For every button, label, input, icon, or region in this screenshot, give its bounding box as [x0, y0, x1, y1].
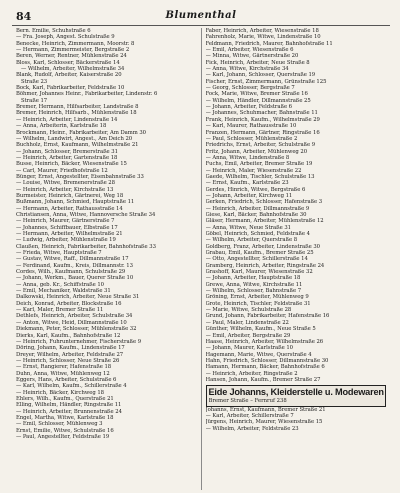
directory-entry: Friedrichs, Ernst, Arbeiter, Schulstraße 9: [205, 142, 316, 149]
right-column-after-ad: [206, 407, 387, 432]
directory-entry: — Johannes, Schuhmacher, Bahnstraße 11: [205, 110, 318, 117]
advertisement-box: [206, 385, 387, 406]
directory-entry: — Heinrich, Arbeiter, Lindenstraße 14: [16, 116, 118, 123]
directory-entry: Frank, Heinrich, Kaufm., Wilhelmstraße 29: [205, 116, 320, 123]
advertisement-subtitle: Bremer Straße – Fernruf 238: [208, 398, 287, 405]
directory-entry: Grabau, Emil, Kaufm., Bremer Straße 25: [205, 250, 314, 257]
directory-columns: [12, 28, 390, 490]
directory-entry: — Heinrich, Schlosser, Neue Straße 26: [16, 357, 120, 364]
directory-entry: — Johann, Arbeiter, Hauptstraße 18: [205, 275, 301, 282]
running-head: Blumenthal: [165, 10, 237, 21]
directory-entry: — Anna, Witwe, Kirchstraße 34: [205, 66, 289, 73]
directory-entry: — Wilhelm, Landwirt, Angest., Am Deich 20: [16, 135, 133, 142]
directory-entry: Cordes, Wilh., Kaufmann, Schulstraße 29: [16, 269, 126, 276]
directory-entry: — Heinrich, Arbeiter, Brunnenstraße 24: [16, 408, 122, 415]
directory-entry: — Marie, Witwe, Schulstraße 28: [205, 307, 292, 314]
directory-entry: — Anna, Arbeiterin, Karlstraße 18: [16, 123, 107, 130]
directory-entry: Beren, Werner, Rentner, Mühlenstraße 24: [16, 53, 127, 60]
directory-entry: — Paul, Angestellter, Feldstraße 19: [16, 434, 110, 440]
directory-entry: — Fra. Joseph, Angest. Schulstraße 9: [16, 34, 115, 41]
directory-entry: — Paul, Schlosser, Mühlenstraße 2: [205, 135, 298, 142]
directory-entry: Bock, Karl, Fabrikarbeiter, Feldstraße 10: [16, 85, 125, 92]
directory-entry: Deich, Konrad, Arbeiter, Blockstraße 16: [16, 300, 122, 307]
directory-entry: Elling, Wilhelm, Händler, Ringstraße 11: [16, 402, 122, 409]
directory-entry: — Ernst, Kaufm., Karlstraße 23: [205, 180, 289, 187]
directory-entry: — Hermann, Arbeiter, Wilhelmstraße 21: [16, 231, 123, 237]
directory-entry: — Ludwig, Arbeiter, Mühlenstraße 19: [16, 237, 116, 244]
directory-entry: — Emil, Schlosser, Mühlenweg 3: [16, 421, 103, 428]
directory-entry: — Johann, Werkm., Bauer, Querer Straße 10: [16, 275, 134, 282]
directory-entry: Franzen, Hermann, Gärtner, Ringstraße 16: [205, 129, 320, 136]
directory-entry: Buchholz, Ernst, Kaufmann, Wilhelmstraße 21: [16, 142, 139, 149]
directory-entry: — Anna, geb. Kr., Schiffstraße 10: [16, 281, 105, 288]
directory-entry: Blank, Rudolf, Arbeiter, Kaiserstraße 20: [16, 72, 122, 79]
directory-entry: — Ernst, Rangierer, Hafenstraße 18: [16, 364, 112, 371]
directory-entry: — Heinrich, Arbeiter, Kirchstraße 13: [16, 186, 114, 193]
directory-entry: Grund, Johann, Fabrikarbeiter, Hafenstraße 16: [205, 313, 330, 320]
directory-entry: — Heinrich, Maurer, Gärtnerstraße 7: [16, 218, 115, 225]
directory-entry: Ernst, Emilie, Witwe, Schulstraße 16: [16, 427, 114, 434]
directory-entry: — Minna, Witwe, Gärtnerstraße 20: [205, 53, 299, 60]
directory-entry: — Emil, Arbeiter, Wiesenstraße 6: [205, 47, 294, 54]
directory-entry: Bußmann, Johann, Schmied, Hauptstraße 11: [16, 199, 135, 206]
directory-entry: — Heinrich, Maler, Wiesenstraße 22: [205, 167, 302, 174]
directory-entry: — Emil, Mechaniker, Waldstraße 31: [16, 288, 111, 295]
directory-entry: Fock, Marie, Witwe, Bremer Straße 16: [205, 91, 308, 98]
directory-entry: — Heinrich, Arbeiter, Dillmannstraße 9: [205, 205, 310, 212]
directory-entry: — Heinrich, Fuhrunternehmer, Fischerstraße 9: [16, 338, 142, 345]
directory-entry: Gaede, Wilhelm, Tischler, Schulstraße 13: [205, 173, 315, 180]
directory-entry: Hagemann, Marie, Witwe, Querstraße 4: [205, 351, 312, 358]
directory-entry: — Carl, Maurer, Friedhofstraße 12: [16, 167, 108, 174]
directory-entry: — Heinrich, Arbeiter, Gartenstraße 18: [16, 154, 118, 161]
page-number: 84: [16, 10, 32, 23]
directory-entry: Fritz, Johann, Arbeiter, Mühlenweg 20: [205, 148, 308, 155]
directory-entry: — Paul, Maler, Lindenstraße 22: [205, 319, 289, 326]
directory-entry: Claußen, Heinrich, Fabrikarbeiter, Bahnhofstraße 33: [16, 243, 156, 250]
directory-entry: Hahn, Friedrich, Schlosser, Dillmannstraße 30: [205, 357, 329, 364]
directory-entry: Grashoff, Karl, Maurer, Wiesenstraße 32: [205, 269, 313, 276]
directory-entry: Goldberg, Franz, Arbeiter, Lindenstraße 30: [205, 243, 321, 250]
directory-entry: — Wilhelm, Arbeiter, Feldstraße 23: [205, 425, 299, 432]
directory-entry: Giese, Karl, Bäcker, Bahnhofstraße 30: [205, 211, 307, 218]
directory-entry: Straße 17: [21, 97, 48, 104]
directory-entry: Fahrenholz, Marie, Witwe, Lindenstraße 10: [205, 34, 321, 41]
directory-entry: Faber, Heinrich, Arbeiter, Wiesenstraße 18: [205, 28, 319, 34]
directory-entry: Fuchs, Emil, Arbeiter, Bremer Straße 19: [205, 161, 313, 168]
directory-entry: Hansen, Johann, Kaufm., Bremer Straße 27: [205, 376, 321, 383]
directory-entry: Böhmer, Johannes Heinr., Fabrikarbeiter, Lindenstr. 6: [16, 91, 158, 98]
directory-entry: Bloss, Karl, Schlosser, Bäckerstraße 14: [16, 59, 120, 66]
directory-entry: Dierks, Karl, Kaufm., Bahnhofstraße 12: [16, 332, 121, 339]
directory-entry: Dreyer, Wilhelm, Arbeiter, Feldstraße 27: [16, 351, 124, 358]
directory-entry: — Anna, Witwe, Neue Straße 31: [205, 224, 291, 231]
directory-entry: — Ferdinand, Kaufm., Kreis, Dillmannstr. 13: [16, 262, 133, 269]
right-column-entries: [206, 28, 387, 383]
advertisement-title: Eide Johanns, Kleiderstelle u. Modewaren: [208, 387, 384, 398]
directory-entry: — Louise, Witwe, Bremenerstraße 28: [16, 180, 115, 187]
directory-entry: — Johann, Arbeiter, Kirchweg 11: [205, 192, 293, 199]
directory-entry: — Gustav, Witwe, Raff., Dillmannstraße 17: [16, 256, 129, 263]
directory-entry: Gerdes, Hinrich, Witwe, Bergstraße 6: [205, 186, 306, 193]
directory-entry: Gramberg, Heinrich, Arbeiter, Ringstraße 24: [205, 262, 325, 269]
directory-entry: Fick, Heinrich, Arbeiter, Neue Straße 8: [205, 59, 310, 66]
directory-entry: — Wilhelm, Schlosser, Bahnstraße 7: [205, 288, 302, 295]
right-column: [201, 28, 391, 490]
directory-entry: Göbel, Heinrich, Schmied, Feldstraße 4: [205, 231, 310, 237]
page-header: [12, 6, 390, 28]
directory-entry: — Wilhelm, Händler, Dillmannstraße 25: [205, 97, 311, 104]
directory-entry: Bremer, Heinrich, Hilfsarb., Mühlenstraße 18: [16, 110, 137, 117]
directory-entry: Bünger, Ernst, Angestellter, Eisenbahnstraße 33: [16, 173, 144, 180]
directory-entry: Haase, Heinrich, Arbeiter, Wilhelmstraße 26: [205, 338, 324, 345]
directory-entry: Grote, Heinrich, Tischler, Feldstraße 31: [205, 300, 311, 307]
directory-entry: Jürgens, Heinrich, Maurer, Wiesenstraße 15: [205, 419, 323, 426]
directory-entry: — Karl, Maurer, Rathausstraße 10: [205, 123, 297, 130]
directory-entry: Dalkowski, Heinrich, Arbeiter, Neue Straße 31: [16, 294, 140, 301]
directory-entry: — Karl, Arbeiter, Schillerstraße 7: [205, 412, 294, 419]
directory-entry: — Heinrich, Bäcker, Kirchweg 18: [16, 389, 104, 396]
directory-entry: Günther, Wilhelm, Kaufm., Neue Straße 5: [205, 326, 316, 333]
directory-entry: — Anton, Witwe, Heid, Dillmannstraße 10: [16, 319, 127, 326]
directory-entry: Straße 23: [21, 78, 48, 85]
directory-entry: — Emil, Arbeiter, Bergstraße 29: [205, 332, 291, 339]
directory-entry: Döring, Johann, Kaufm., Lindenstraße 17: [16, 345, 125, 352]
directory-entry: Grewe, Anna, Witwe, Kirchstraße 11: [205, 281, 303, 288]
directory-entry: Eggers, Hans, Arbeiter, Schulstraße 6: [16, 376, 117, 383]
directory-entry: Feldmann, Friedrich, Maurer, Bahnhofstraße 11: [205, 40, 333, 47]
directory-entry: — Hermann, Zimmermeister, Bergstraße 2: [16, 47, 130, 54]
left-column: [12, 28, 201, 490]
directory-entry: — Otto, Angestellter, Schillerstraße 14: [205, 256, 308, 263]
directory-entry: Brockmann, Heinr., Fabrikarbeiter, Am Damm 30: [16, 129, 146, 136]
directory-entry: Busse, Heinrich, Bäcker, Wiesenstraße 15: [16, 161, 127, 168]
directory-entry: — Georg, Schlosser, Bergstraße 7: [205, 85, 295, 92]
header-rule: [12, 25, 390, 26]
directory-entry: — Karl, Wilhelm, Kaufm., Schillerstraße 4: [16, 383, 127, 390]
directory-entry: — Johann, Schlosser, Bremerstraße 31: [16, 148, 118, 155]
directory-entry: Engel, Martha, Witwe, Karlstraße 18: [16, 414, 114, 421]
directory-entry: Diekmann, Peter, Schlosser, Mühlenstraße 32: [16, 326, 137, 333]
directory-entry: — Anna, Witwe, Lindenstraße 8: [205, 154, 290, 161]
directory-entry: Ehlers, Wilh., Kaufm., Querstraße 21: [16, 395, 114, 402]
directory-entry: — Wilhelm, Arbeiter, Querstraße 8: [205, 237, 298, 244]
directory-entry: — Frieda, Witwe, Hauptstraße 7: [16, 250, 102, 257]
directory-entry: — Heinrich, Arbeiter, Ringstraße 2: [205, 370, 298, 377]
directory-entry: Benecke, Heinrich, Zimmermann, Moorstr. 8: [16, 40, 135, 47]
directory-entry: Hamann, Hermann, Bäcker, Bahnhofstraße 6: [205, 364, 325, 371]
directory-entry: Gerken, Friedrich, Schlosser, Hafenstraße 3: [205, 199, 323, 206]
directory-entry: — Johannes, Schiffbauer, Elbstraße 17: [16, 224, 118, 231]
directory-entry: Gläser, Hermann, Arbeiter, Mühlenstraße 12: [205, 218, 324, 225]
directory-entry: Duhn, Anna, Witwe, Mühlenweg 12: [16, 370, 110, 377]
directory-entry: Bern. Emilie, Schuhstraße 6: [16, 28, 91, 34]
directory-entry: — Johann, Maurer, Karlstraße 10: [205, 345, 293, 352]
directory-entry: Fischer, Ernst, Zimmermann, Grünstraße 125: [205, 78, 327, 85]
directory-entry: Dethlefs, Heinrich, Arbeiter, Schulstraße 34: [16, 313, 133, 320]
directory-entry: Bremer, Hermann, Hilfsarbeiter, Landstraße 8: [16, 104, 139, 111]
directory-entry: — Wilhelm, Arbeiter, Wilhelmstraße 34: [21, 66, 125, 73]
directory-entry: Gröning, Ernst, Arbeiter, Mühlenweg 9: [205, 294, 309, 301]
directory-entry: Johanns, Ernst, Kaufmann, Bremer Straße 21: [205, 406, 326, 413]
directory-entry: Burmeister, Heinrich, Gärtnerei, Weg 18: [16, 192, 124, 199]
directory-entry: — Hermann, Arbeiter, Rathausstraße 14: [16, 205, 123, 212]
directory-entry: Christiansen, Anna, Witwe, Hannoversche Straße 34: [16, 211, 156, 218]
directory-entry: — Johann, Arbeiter, Feldstraße 6: [205, 104, 292, 111]
directory-entry: — Karl, Maler, Bremer Straße 11: [16, 307, 104, 314]
directory-entry: — Karl, Johann, Schlosser, Querstraße 19: [205, 72, 316, 79]
